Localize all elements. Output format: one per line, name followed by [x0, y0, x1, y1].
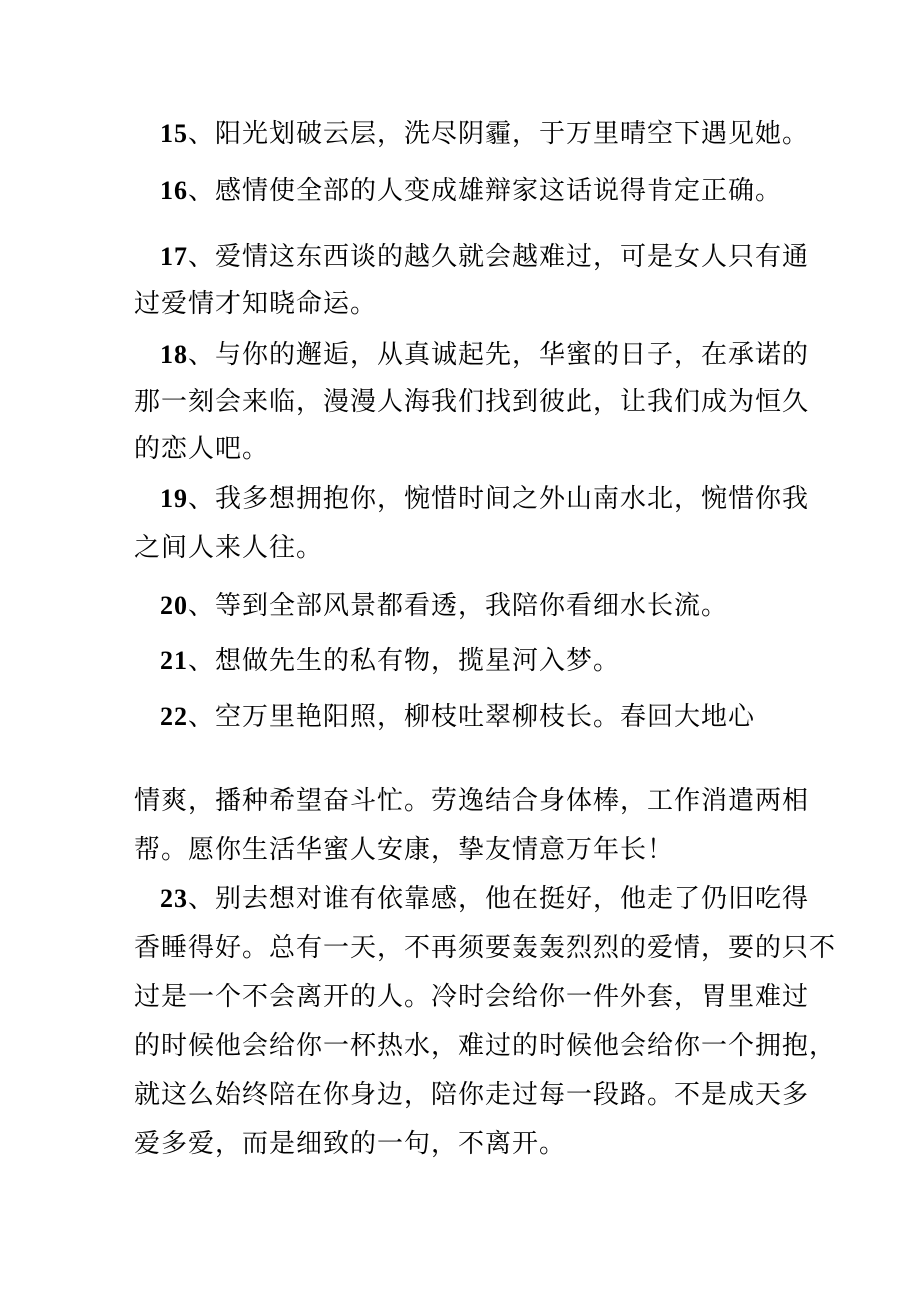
entry-text: 、想做先生的私有物，揽星河入梦。	[188, 646, 621, 676]
entry-22-line-2: 情爽，播种希望奋斗忙。劳逸结合身体棒，工作消遣两相	[134, 786, 810, 816]
entry-18-line-2: 那一刻会来临，漫漫人海我们找到彼此，让我们成为恒久	[134, 387, 810, 417]
entry-17-line-1	[160, 240, 809, 274]
entry-text: 、爱情这东西谈的越久就会越难过，可是女人只有通	[188, 242, 810, 272]
entry-number: 20	[160, 591, 188, 620]
entry-text: 、阳光划破云层，洗尽阴霾，于万里晴空下遇见她。	[188, 119, 810, 149]
entry-20-line-1	[160, 589, 728, 623]
entry-23-line-3: 过是一个不会离开的人。冷时会给你一件外套，胃里难过	[134, 982, 810, 1012]
entry-text: 、与你的邂逅，从真诚起先，华蜜的日子，在承诺的	[188, 340, 810, 370]
entry-number: 19	[160, 484, 188, 513]
entry-23-line-4: 的时候他会给你一杯热水，难过的时候他会给你一个拥抱，	[134, 1031, 837, 1061]
entry-number: 16	[160, 176, 188, 205]
entry-23-line-6: 爱多爱，而是细致的一句，不离开。	[134, 1129, 567, 1159]
entry-23-line-5: 就这么始终陪在你身边，陪你走过每一段路。不是成天多	[134, 1080, 810, 1110]
entry-22-line-3: 帮。愿你生活华蜜人安康，挚友情意万年长！	[134, 835, 675, 865]
entry-number: 23	[160, 884, 188, 913]
entry-text: 、我多想拥抱你，惋惜时间之外山南水北，惋惜你我	[188, 484, 810, 514]
entry-23-line-1	[160, 882, 809, 916]
entry-number: 15	[160, 119, 188, 148]
entry-text: 、感情使全部的人变成雄辩家这话说得肯定正确。	[188, 176, 783, 206]
entry-19-line-2: 之间人来人往。	[134, 533, 324, 563]
entry-23-line-2: 香睡得好。总有一天，不再须要轰轰烈烈的爱情，要的只不	[134, 933, 837, 963]
entry-18-line-3: 的恋人吧。	[134, 434, 270, 464]
entry-19-line-1	[160, 482, 809, 516]
entry-text: 、等到全部风景都看透，我陪你看细水长流。	[188, 591, 729, 621]
entry-18-line-1	[160, 338, 809, 372]
entry-number: 21	[160, 646, 188, 675]
entry-number: 18	[160, 340, 188, 369]
entry-number: 22	[160, 702, 188, 731]
entry-text: 、空万里艳阳照，柳枝吐翠柳枝长。春回大地心	[188, 702, 756, 732]
entry-21-line-1	[160, 644, 620, 678]
entry-16-line-1	[160, 174, 782, 208]
entry-text: 、别去想对谁有依靠感，他在挺好，他走了仍旧吃得	[188, 884, 810, 914]
entry-number: 17	[160, 242, 188, 271]
entry-17-line-2: 过爱情才知晓命运。	[134, 289, 378, 319]
entry-15-line-1	[160, 117, 809, 151]
entry-22-line-1	[160, 700, 755, 734]
